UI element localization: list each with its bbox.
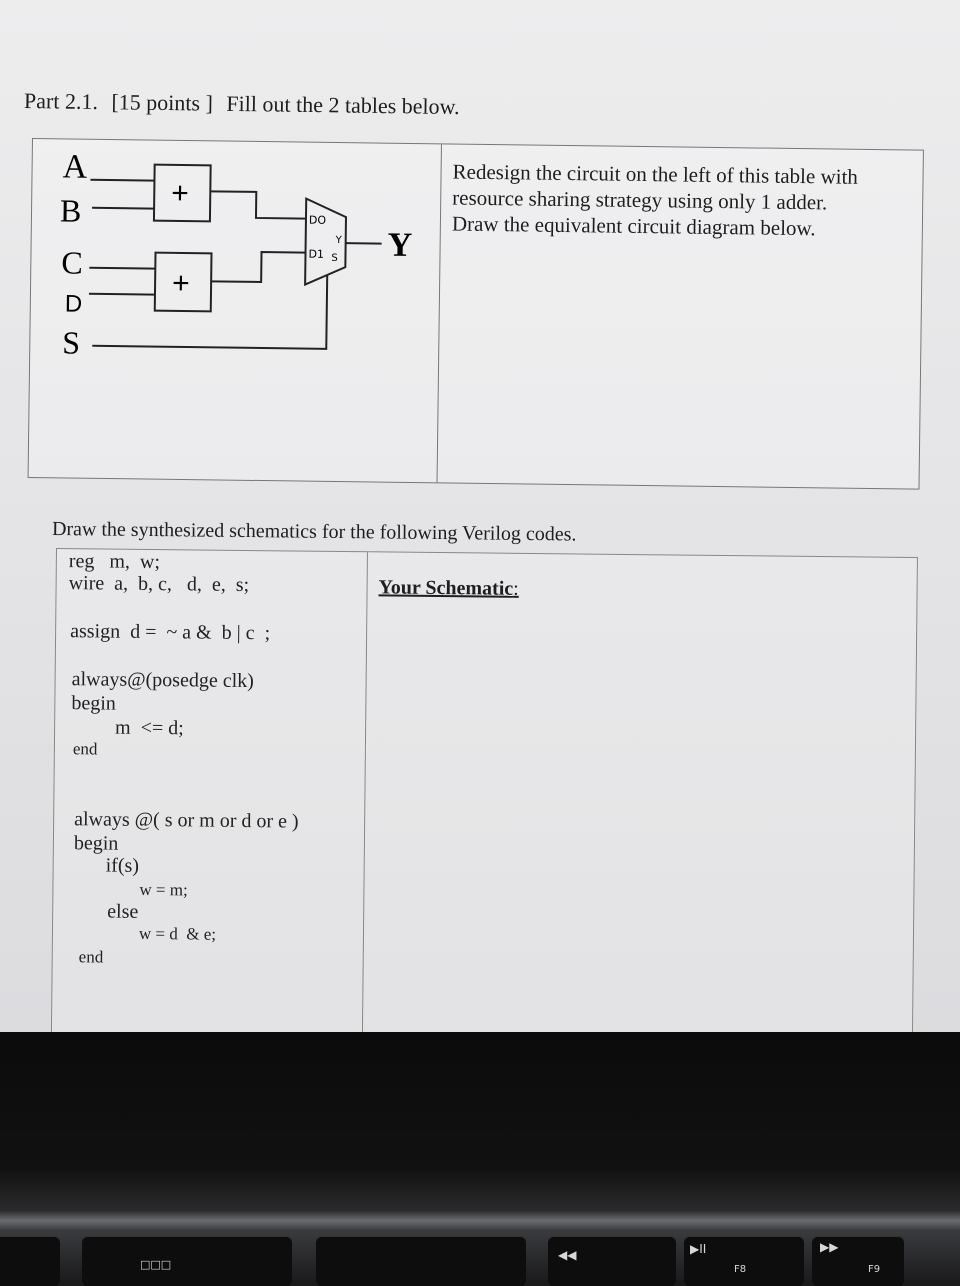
redesign-instructions bbox=[452, 159, 913, 243]
redesign-line-3: Draw the equivalent circuit diagram below. bbox=[452, 211, 912, 243]
mux-d0-label: DO bbox=[309, 214, 327, 227]
code-line-end-1: end bbox=[73, 737, 98, 761]
key-f8[interactable] bbox=[684, 1236, 804, 1286]
schematic-label-text: Your Schematic bbox=[378, 576, 513, 599]
mux-y-label: Y bbox=[335, 235, 343, 246]
code-line-if: if(s) bbox=[106, 854, 140, 878]
key-f7[interactable] bbox=[548, 1236, 676, 1286]
part-title bbox=[24, 88, 460, 120]
code-line-end-2: end bbox=[79, 945, 104, 969]
code-line-begin-2: begin bbox=[74, 831, 119, 855]
code-line-wire: wire a, b, c, d, e, s; bbox=[69, 571, 250, 597]
key-f3[interactable] bbox=[0, 1236, 60, 1286]
input-d-label: D bbox=[65, 290, 83, 317]
part-number: Part 2.1. bbox=[24, 88, 98, 114]
rewind-icon: ◀◀ bbox=[558, 1248, 576, 1262]
key-f4[interactable] bbox=[82, 1236, 292, 1286]
output-y-label: Y bbox=[387, 227, 412, 264]
wire-sum-2 bbox=[211, 251, 305, 282]
code-line-always-clk: always@(posedge clk) bbox=[72, 667, 254, 693]
mux-d1-label: D1 bbox=[308, 248, 324, 261]
schematic-label bbox=[378, 576, 518, 600]
launchpad-icon: □□□ bbox=[140, 1258, 171, 1271]
input-c-label: C bbox=[61, 244, 83, 280]
code-line-assign-m: m <= d; bbox=[115, 716, 184, 741]
code-line-w-de: w = d & e; bbox=[139, 922, 216, 947]
redesign-line-2: resource sharing strategy using only 1 adder. bbox=[452, 185, 912, 217]
wire-c bbox=[89, 268, 155, 269]
code-line-begin-1: begin bbox=[71, 691, 116, 715]
mux-s-label: S bbox=[331, 253, 338, 264]
code-line-w-m: w = m; bbox=[139, 878, 188, 903]
redesign-line-1: Redesign the circuit on the left of this table with bbox=[452, 159, 912, 191]
wire-d bbox=[89, 294, 155, 295]
input-a-label: A bbox=[62, 148, 87, 185]
code-line-else: else bbox=[107, 900, 138, 924]
schematic-prompt: Draw the synthesized schematics for the following Verilog codes. bbox=[52, 518, 577, 546]
key-f8-label: F8 bbox=[734, 1264, 746, 1275]
code-line-assign: assign d = ~ a & b | c ; bbox=[70, 619, 270, 645]
wire-s bbox=[92, 272, 327, 349]
wire-b bbox=[92, 208, 154, 209]
adder-1-symbol: + bbox=[171, 177, 189, 210]
code-line-reg: reg m, w; bbox=[69, 549, 160, 574]
play-pause-icon: ▶II bbox=[690, 1242, 706, 1256]
code-line-always-comb: always @( s or m or d or e ) bbox=[74, 807, 299, 833]
key-f9-label: F9 bbox=[868, 1264, 880, 1275]
input-b-label: B bbox=[60, 192, 82, 228]
part-instruction: Fill out the 2 tables below. bbox=[226, 91, 460, 119]
input-s-label: S bbox=[62, 324, 80, 360]
original-circuit-diagram bbox=[29, 139, 441, 482]
fast-forward-icon: ▶▶ bbox=[820, 1240, 838, 1254]
wire-sum-1 bbox=[210, 191, 306, 218]
schematic-label-colon: : bbox=[513, 578, 519, 600]
verilog-table bbox=[51, 548, 918, 1032]
key-f9[interactable] bbox=[812, 1236, 904, 1286]
key-f5[interactable] bbox=[316, 1236, 526, 1286]
part-points: [15 points ] bbox=[111, 89, 213, 115]
table-divider bbox=[362, 552, 368, 1032]
circuit-table bbox=[28, 138, 924, 490]
adder-2-symbol: + bbox=[172, 267, 190, 300]
wire-a bbox=[90, 180, 154, 181]
